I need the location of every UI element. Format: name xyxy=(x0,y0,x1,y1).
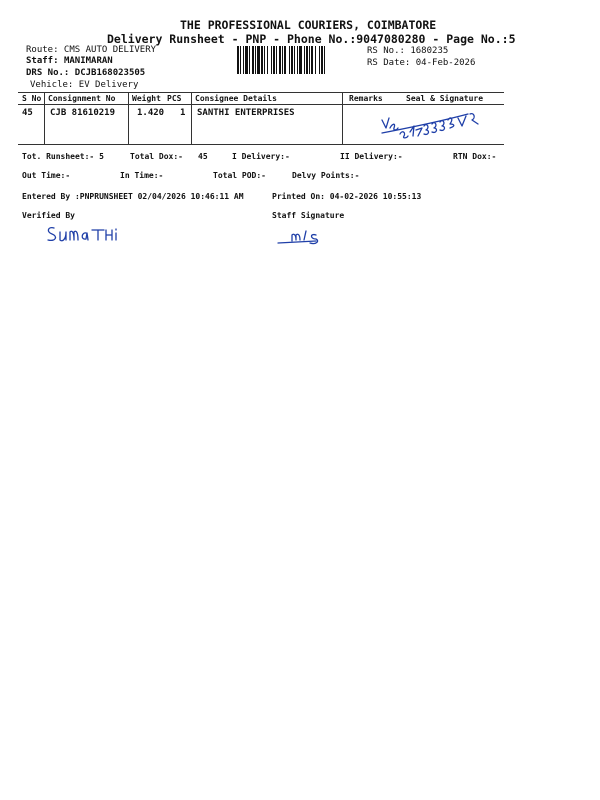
receiver-signature xyxy=(378,106,496,142)
col-header-consignment: Consignment No xyxy=(48,94,116,103)
runsheet-title: Delivery Runsheet - PNP - Phone No.:9047080280 - Page No.:5 xyxy=(107,32,516,46)
staff-label: Staff: xyxy=(26,56,59,66)
in-time: In Time:- xyxy=(120,171,164,180)
printed-on: Printed On: 04-02-2026 10:55:13 xyxy=(272,192,422,201)
col-header-seal-signature: Seal & Signature xyxy=(406,94,484,103)
table-col-divider xyxy=(128,92,129,144)
col-header-consignee: Consignee Details xyxy=(195,94,277,103)
staff-line xyxy=(26,56,113,66)
row-consignee: SANTHI ENTERPRISES xyxy=(197,108,295,118)
first-delivery: I Delivery:- xyxy=(232,152,290,161)
barcode-bar xyxy=(325,46,327,74)
col-header-remarks: Remarks xyxy=(349,94,383,103)
table-top-rule xyxy=(18,92,504,93)
col-header-weight: Weight xyxy=(132,94,161,103)
staff-value: MANIMARAN xyxy=(63,56,113,66)
entered-by: Entered By :PNPRUNSHEET 02/04/2026 10:46:11 AM xyxy=(22,192,244,201)
vehicle-label: Vehicle: xyxy=(30,80,74,90)
row-sno: 45 xyxy=(22,108,33,118)
table-col-divider xyxy=(191,92,192,144)
rtn-dox: RTN Dox:- xyxy=(453,152,497,161)
out-time: Out Time:- xyxy=(22,171,71,180)
route-text: Route: CMS AUTO DELIVERY xyxy=(26,45,157,55)
company-title: THE PROFESSIONAL COURIERS, COIMBATORE xyxy=(180,18,437,32)
table-col-divider xyxy=(342,92,343,144)
verifier-signature xyxy=(44,224,136,246)
drs-line xyxy=(26,68,145,78)
second-delivery: II Delivery:- xyxy=(340,152,403,161)
staff-signature-label: Staff Signature xyxy=(272,211,345,220)
table-col-divider xyxy=(44,92,45,144)
row-pcs: 1 xyxy=(180,108,186,118)
col-header-sno: S No xyxy=(22,94,42,103)
row-weight: 1.420 xyxy=(137,108,165,118)
total-runsheet: Tot. Runsheet:- 5 xyxy=(22,152,104,161)
staff-signature xyxy=(276,227,328,247)
total-dox-value: 45 xyxy=(198,152,208,161)
col-header-pcs: PCS xyxy=(167,94,182,103)
row-consignment: CJB 81610219 xyxy=(50,108,116,118)
total-pod: Total POD:- xyxy=(213,171,266,180)
total-dox-label: Total Dox:- xyxy=(130,152,183,161)
verified-by-label: Verified By xyxy=(22,211,75,220)
table-bottom-rule xyxy=(18,144,504,145)
vehicle-value: EV Delivery xyxy=(78,80,139,90)
rs-date: RS Date: 04-Feb-2026 xyxy=(367,58,476,68)
delvy-points: Delvy Points:- xyxy=(292,171,360,180)
drs-value: DCJB168023505 xyxy=(74,68,146,78)
rs-number: RS No.: 1680235 xyxy=(367,46,449,56)
barcode xyxy=(237,46,363,74)
table-header-rule xyxy=(18,104,504,105)
vehicle-line xyxy=(30,80,138,90)
drs-label: DRS No.: xyxy=(26,68,70,78)
